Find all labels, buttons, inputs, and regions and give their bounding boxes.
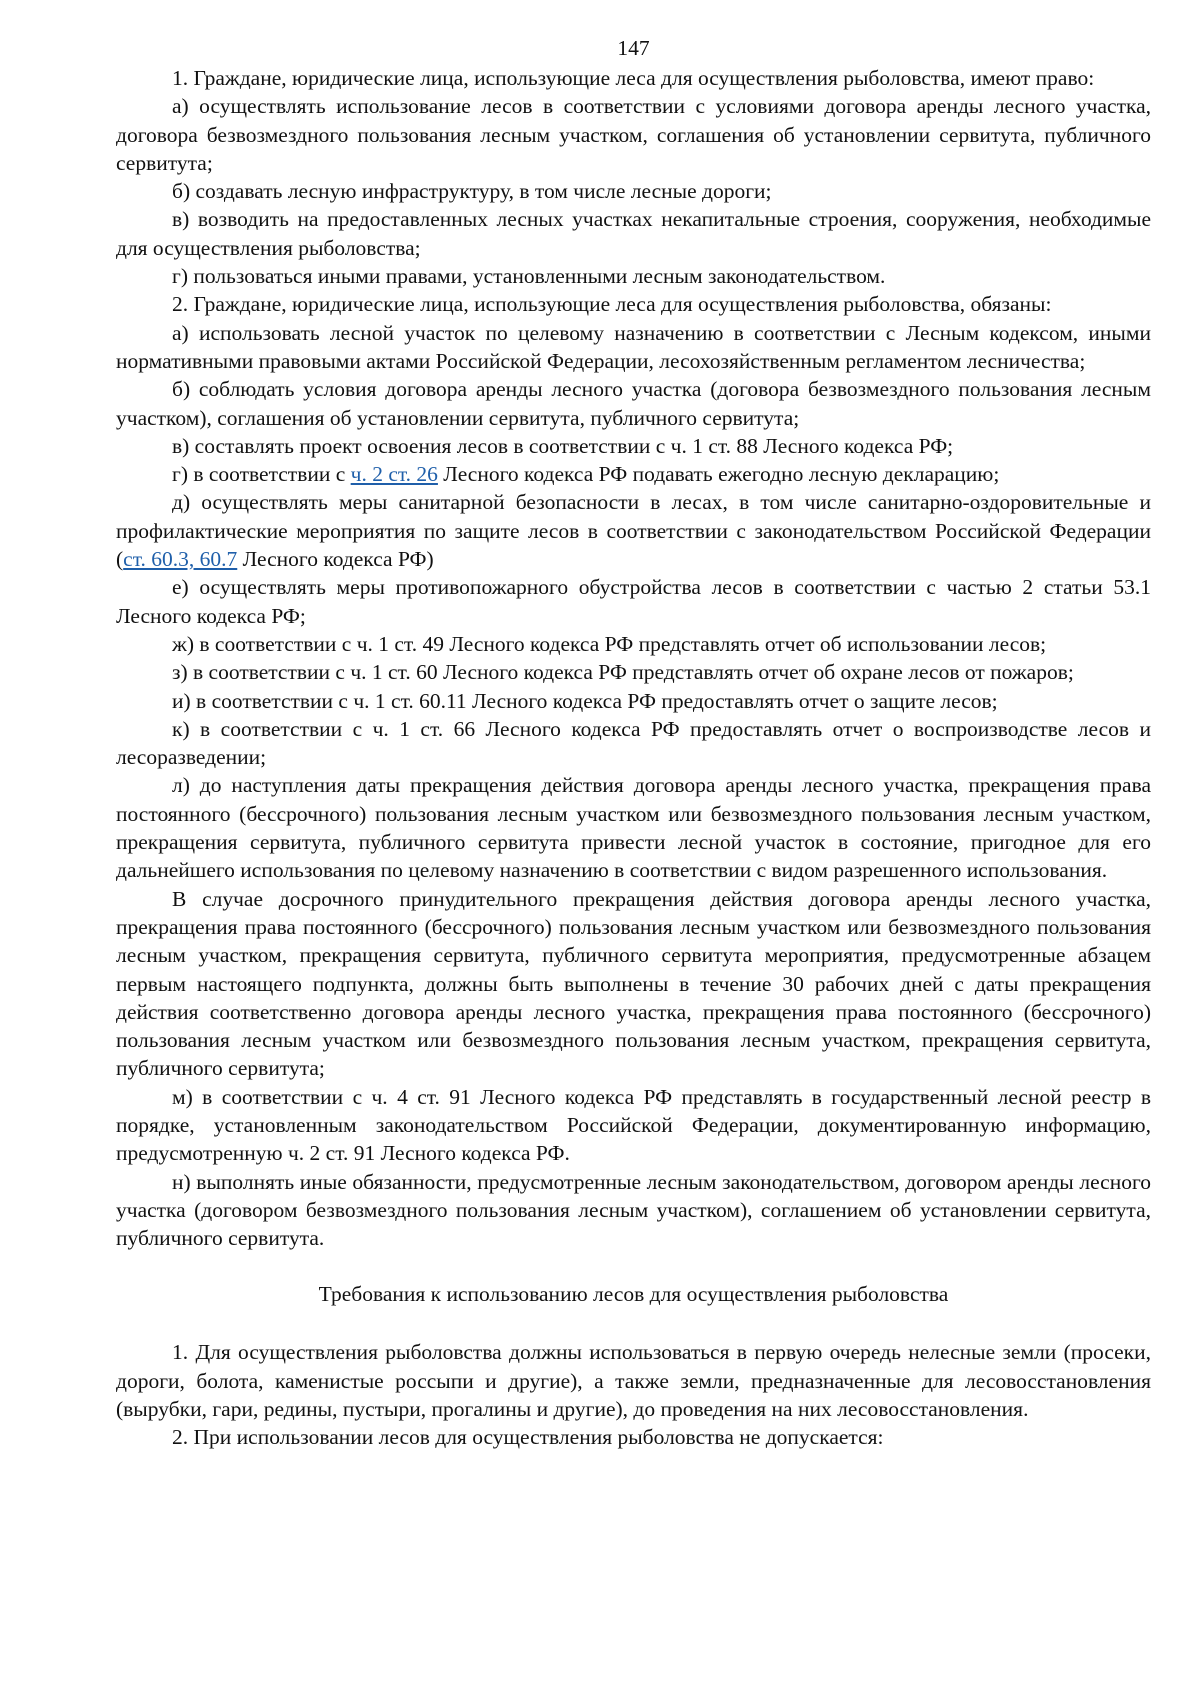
paragraph-duties-g-text: г) в соответствии с bbox=[172, 462, 351, 487]
paragraph-duties-b: б) соблюдать условия договора аренды лесного участка (договора безвозмездного пользования лесным участком), соглашения об установлении сервитута, публичного сервитута; bbox=[116, 377, 1151, 430]
document-page bbox=[116, 34, 1151, 1452]
link-article-60-3-60-7[interactable]: ст. 60.3, 60.7 bbox=[123, 547, 238, 572]
paragraph-duties-intro: 2. Граждане, юридические лица, использующие леса для осуществления рыболовства, обязаны: bbox=[172, 292, 1052, 317]
paragraph-duties-a: а) использовать лесной участок по целевому назначению в соответствии с Лесным кодексом, иными нормативными правовыми актами Российской Федерации, лесохозяйственным регламентом лесничества; bbox=[116, 320, 1151, 373]
paragraph-duties-v: в) составлять проект освоения лесов в соответствии с ч. 1 ст. 88 Лесного кодекса РФ; bbox=[172, 433, 954, 458]
paragraph-rights-v: в) возводить на предоставленных лесных участках некапитальные строения, сооружения, необходимые для осуществления рыболовства; bbox=[116, 207, 1151, 260]
paragraph-duties-l: л) до наступления даты прекращения действия договора аренды лесного участка, прекращения права постоянного (бессрочного) пользования лесным участком или безвозмездного пользования лесным участком, прекращения сервитута, публичного сервитута привести лесной участок в состояние, пригодное для его дальнейшего использования по целевому назначению в соответствии с видом разрешенного использования. bbox=[116, 773, 1151, 883]
paragraph-duties-e: е) осуществлять меры противопожарного обустройства лесов в соответствии с частью 2 статьи 53.1 Лесного кодекса РФ; bbox=[116, 575, 1151, 628]
paragraph-rights-g: г) пользоваться иными правами, установленными лесным законодательством. bbox=[172, 264, 886, 289]
paragraph-duties-k: к) в соответствии с ч. 1 ст. 66 Лесного кодекса РФ предоставлять отчет о воспроизводстве лесов и лесоразведении; bbox=[116, 716, 1151, 770]
paragraph-duties-d bbox=[116, 488, 1151, 573]
paragraph-duties-g bbox=[116, 460, 1151, 488]
link-article-26[interactable]: ч. 2 ст. 26 bbox=[350, 462, 438, 487]
paragraph-early-termination: В случае досрочного принудительного прекращения действия договора аренды лесного участка, прекращения права постоянного (бессрочного) пользования лесным участком или безвозмездного пользования лесным участком, прекращения сервитута, публичного сервитута мероприятия, предусмотренные абзацем первым настоящего подпункта, должны быть выполнены в течение 30 рабочих дней с даты прекращения действия соответственно договора аренды лесного участка, прекращения права постоянного (бессрочного) пользования лесным участком или безвозмездного пользования лесным участком, прекращения сервитута, публичного сервитута; bbox=[116, 886, 1151, 1081]
paragraph-requirements-2: 2. При использовании лесов для осуществления рыболовства не допускается: bbox=[172, 1425, 884, 1450]
paragraph-duties-i: и) в соответствии с ч. 1 ст. 60.11 Лесного кодекса РФ предоставлять отчет о защите лесов; bbox=[172, 688, 998, 713]
paragraph-requirements-1: 1. Для осуществления рыболовства должны использоваться в первую очередь нелесные земли (просеки, дороги, болота, каменистые россыпи и другие), а также земли, предназначенные для лесовосстановления (вырубки, гари, редины, пустыри, прогалины и другие), до проведения на них лесовосстановления. bbox=[116, 1340, 1151, 1422]
paragraph-rights-a: а) осуществлять использование лесов в соответствии с условиями договора аренды лесного участка, договора безвозмездного пользования лесным участком, соглашения об установлении сервитута, публичного сервитута; bbox=[116, 94, 1151, 175]
paragraph-rights-intro: 1. Граждане, юридические лица, использующие леса для осуществления рыболовства, имеют право: bbox=[172, 66, 1095, 90]
page-number: 147 bbox=[617, 36, 650, 60]
paragraph-duties-z: з) в соответствии с ч. 1 ст. 60 Лесного кодекса РФ представлять отчет об охране лесов от пожаров; bbox=[172, 660, 1074, 685]
paragraph-duties-g-text-end: Лесного кодекса РФ подавать ежегодно лесную декларацию; bbox=[437, 462, 1000, 487]
paragraph-duties-d-text-end: Лесного кодекса РФ) bbox=[237, 547, 434, 572]
paragraph-duties-n: н) выполнять иные обязанности, предусмотренные лесным законодательством, договором аренды лесного участка (договором безвозмездного пользования лесным участком), соглашением об установлении сервитута, публичного сервитута. bbox=[116, 1169, 1151, 1251]
paragraph-rights-b: б) создавать лесную инфраструктуру, в том числе лесные дороги; bbox=[172, 179, 772, 204]
paragraph-duties-d-text: д) осуществлять меры санитарной безопасности в лесах, в том числе санитарно-оздоровительные и профилактические мероприятия по защите лесов в соответствии с законодательством Российской Федерации ( bbox=[116, 490, 1151, 572]
paragraph-duties-m: м) в соответствии с ч. 4 ст. 91 Лесного кодекса РФ представлять в государственный лесной реестр в порядке, установленным законодательством Российской Федерации, документированную информацию, предусмотренную ч. 2 ст. 91 Лесного кодекса РФ. bbox=[116, 1084, 1151, 1166]
section-heading: Требования к использованию лесов для осуществления рыболовства bbox=[318, 1282, 949, 1307]
paragraph-duties-zh: ж) в соответствии с ч. 1 ст. 49 Лесного кодекса РФ представлять отчет об использовании лесов; bbox=[172, 631, 1047, 656]
